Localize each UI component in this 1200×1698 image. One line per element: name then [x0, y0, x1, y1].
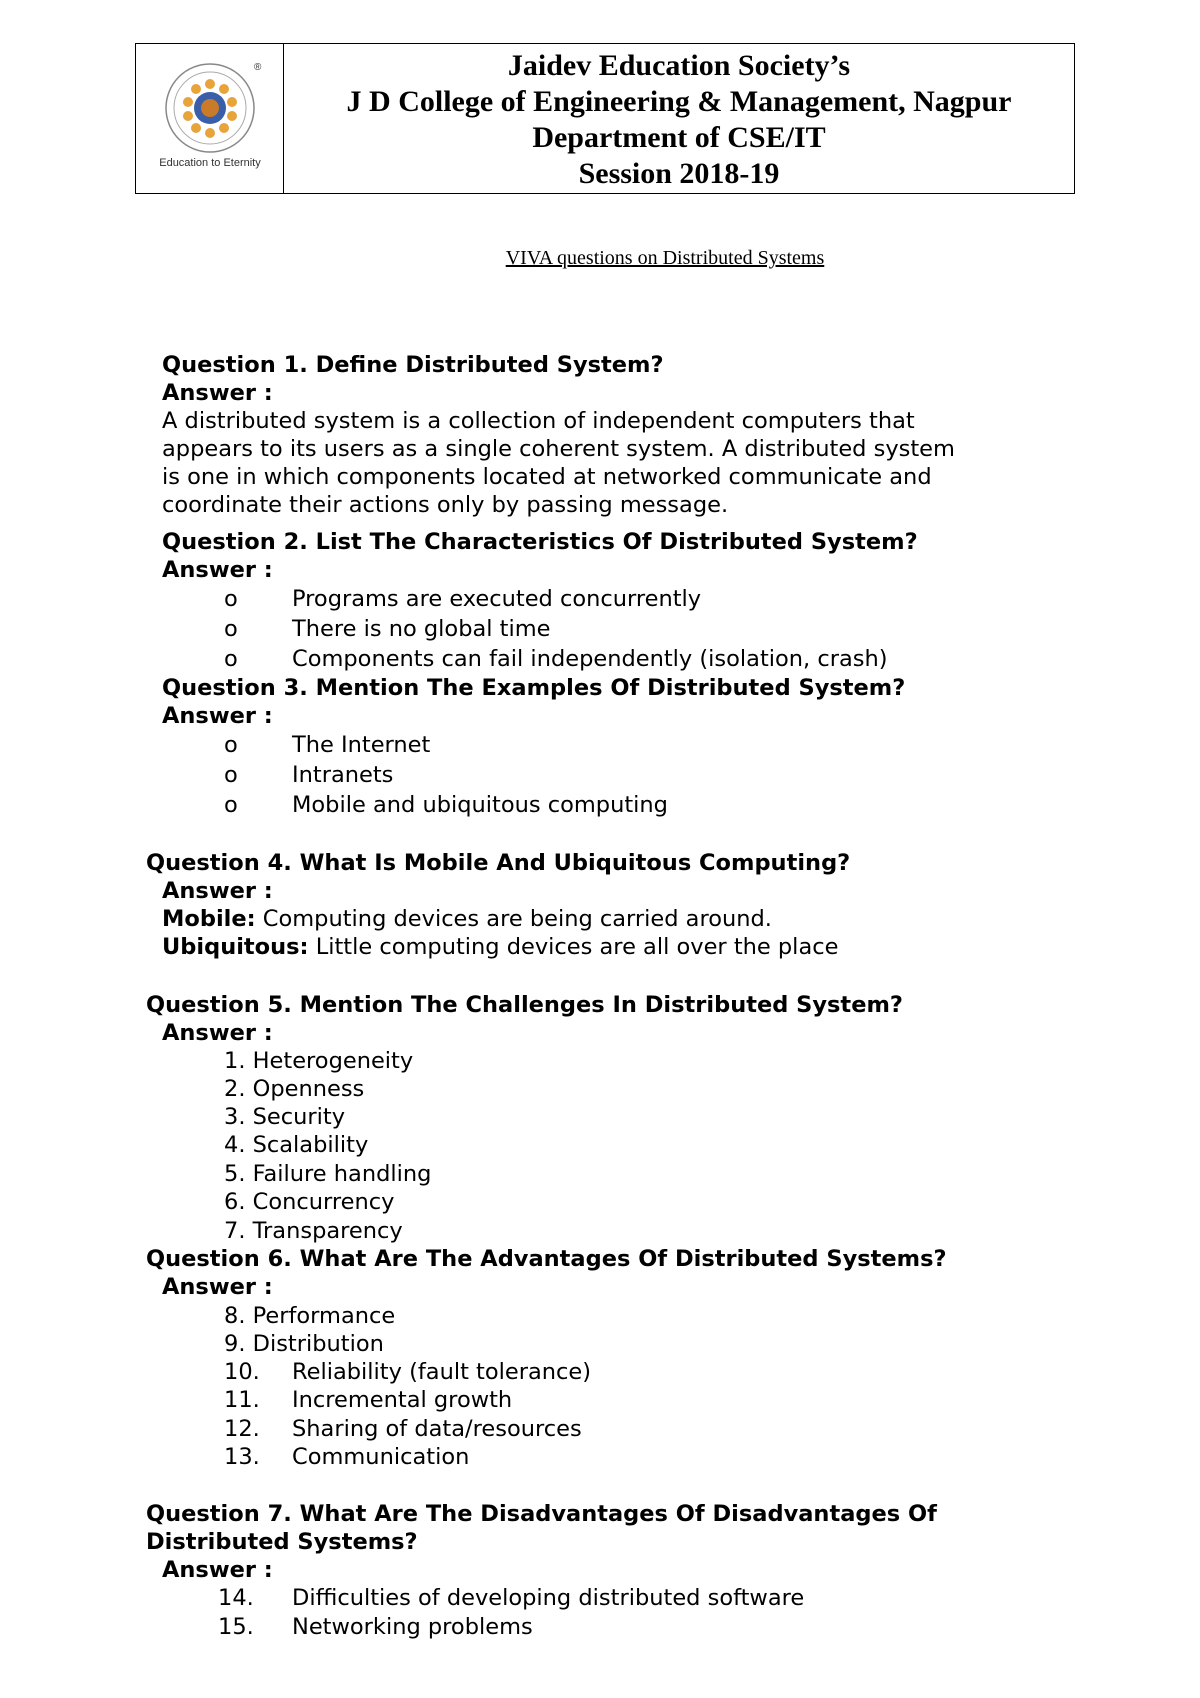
page-title: VIVA questions on Distributed Systems [505, 247, 825, 269]
question-3: Question 3. Mention The Examples Of Distributed System? [162, 675, 906, 701]
list-item: Reliability (fault tolerance) [292, 1359, 592, 1385]
list-item-number: 14. [218, 1585, 254, 1611]
answer-line: appears to its users as a single coherent system. A distributed system [162, 436, 955, 462]
mobile-definition [162, 905, 772, 933]
answer-line: A distributed system is a collection of independent computers that [162, 408, 915, 434]
list-item: 9. Distribution [224, 1331, 384, 1357]
list-item: 3. Security [224, 1104, 346, 1130]
list-item: Incremental growth [292, 1387, 513, 1413]
college-logo [158, 58, 262, 178]
question-7: Question 7. What Are The Disadvantages Of Disadvantages Of [146, 1501, 937, 1527]
list-item: 8. Performance [224, 1303, 396, 1329]
ubiquitous-text: Little computing devices are all over the place [308, 934, 839, 960]
ubiquitous-definition [162, 933, 838, 961]
bullet-marker: o [224, 586, 238, 612]
answer-label: Answer : [162, 1274, 273, 1300]
list-item: Components can fail independently (isolation, crash) [292, 646, 888, 672]
bullet-marker: o [224, 616, 238, 642]
list-item: 1. Heterogeneity [224, 1048, 414, 1074]
list-item-number: 11. [224, 1387, 260, 1413]
question-2: Question 2. List The Characteristics Of Distributed System? [162, 529, 918, 555]
question-1: Question 1. Define Distributed System? [162, 352, 664, 378]
question-5: Question 5. Mention The Challenges In Distributed System? [146, 992, 903, 1018]
list-item-number: 12. [224, 1416, 260, 1442]
answer-label: Answer : [162, 703, 273, 729]
bullet-marker: o [224, 762, 238, 788]
answer-label: Answer : [162, 557, 273, 583]
letterhead-text [284, 44, 1074, 197]
letterhead [135, 43, 1075, 194]
question-6: Question 6. What Are The Advantages Of Distributed Systems? [146, 1246, 947, 1272]
bullet-marker: o [224, 646, 238, 672]
answer-label: Answer : [162, 380, 273, 406]
logo-emblem-icon [158, 58, 262, 158]
answer-line: is one in which components located at networked communicate and [162, 464, 932, 490]
answer-label: Answer : [162, 1557, 273, 1583]
bullet-marker: o [224, 792, 238, 818]
mobile-text: Computing devices are being carried around. [255, 906, 772, 932]
list-item: Communication [292, 1444, 470, 1470]
list-item: Difficulties of developing distributed software [292, 1585, 805, 1611]
bullet-marker: o [224, 732, 238, 758]
list-item: Mobile and ubiquitous computing [292, 792, 668, 818]
list-item-number: 10. [224, 1359, 260, 1385]
answer-line: coordinate their actions only by passing message. [162, 492, 729, 518]
list-item: 4. Scalability [224, 1132, 369, 1158]
ubiquitous-label: Ubiquitous: [162, 934, 309, 960]
session-label: Session 2018-19 [578, 157, 780, 190]
list-item: Sharing of data/resources [292, 1416, 582, 1442]
registered-mark: ® [254, 62, 262, 73]
list-item: 6. Concurrency [224, 1189, 395, 1215]
list-item: Networking problems [292, 1614, 533, 1640]
answer-label: Answer : [162, 878, 273, 904]
question-7-continued: Distributed Systems? [146, 1529, 418, 1555]
college-name: J D College of Engineering & Management, Nagpur [346, 85, 1012, 118]
list-item-number: 15. [218, 1614, 254, 1640]
answer-label: Answer : [162, 1020, 273, 1046]
society-name: Jaidev Education Society’s [507, 49, 851, 82]
logo-cell [136, 44, 284, 193]
list-item: Programs are executed concurrently [292, 586, 702, 612]
list-item: Intranets [292, 762, 394, 788]
mobile-label: Mobile: [162, 906, 256, 932]
list-item-number: 13. [224, 1444, 260, 1470]
list-item: 2. Openness [224, 1076, 365, 1102]
department-name: Department of CSE/IT [532, 121, 826, 154]
list-item: 5. Failure handling [224, 1161, 432, 1187]
logo-caption: Education to Eternity [159, 157, 261, 169]
question-4: Question 4. What Is Mobile And Ubiquitous Computing? [146, 850, 851, 876]
list-item: The Internet [292, 732, 431, 758]
list-item: 7. Transparency [224, 1218, 403, 1244]
list-item: There is no global time [292, 616, 551, 642]
